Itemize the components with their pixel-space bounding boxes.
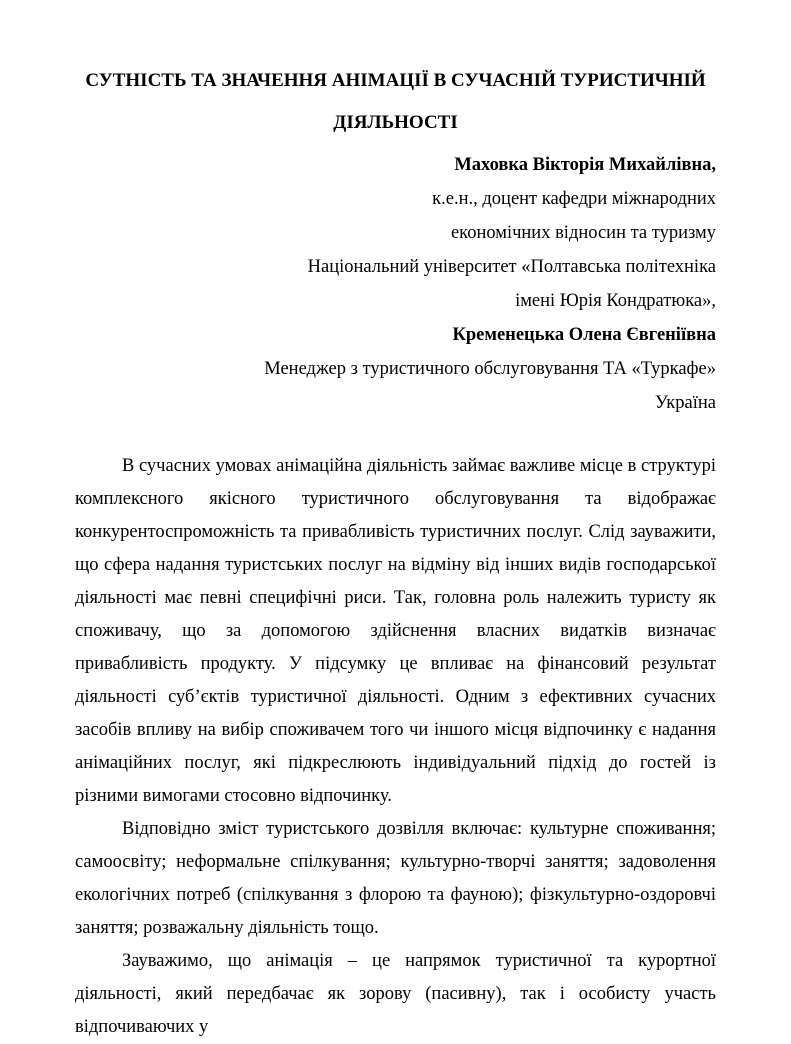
paragraph-1: В сучасних умовах анімаційна діяльність займає важливе місце в структурі комплексного якісного туристичного обслуговування та відображає конкурентоспроможність та привабливість туристичних послуг. Слід зауважити, що сфера надання туристських послуг на відміну від інших видів господарської діяльності має певні специфічні риси. Так, головна роль належить туристу як споживачу, що за допомогою здійснення власних видатків визначає привабливість продукту. У підсумку це впливає на фінансовий результат діяльності суб’єктів туристичної діяльності. Одним з ефективних сучасних засобів впливу на вибір споживачем того чи іншого місця відпочинку є надання анімаційних послуг, які підкреслюють індивідуальний підхід до гостей із різними вимогами стосовно відпочинку. [75, 456, 716, 806]
author-block [75, 148, 716, 420]
author-name: Маховка Вікторія Михайлівна, [454, 155, 716, 175]
author-country: Україна [654, 393, 716, 413]
author-university-2: імені Юрія Кондратюка», [515, 291, 716, 311]
paragraph-2: Відповідно зміст туристського дозвілля включає: культурне споживання; самоосвіту; неформальне спілкування; культурно-творчі заняття; задоволення екологічних потреб (спілкування з флорою та фауною); фізкультурно-оздоровчі заняття; розважальну діяльність тощо. [75, 819, 716, 938]
author-name-2: Кременецька Олена Євгеніївна [452, 325, 716, 345]
author-position: Менеджер з туристичного обслуговування ТА «Туркафе» [264, 359, 716, 379]
body-text [75, 450, 716, 1044]
author-department: економічних відносин та туризму [450, 223, 716, 243]
author-university: Національний університет «Полтавська політехніка [307, 257, 716, 277]
author-degree: к.е.н., доцент кафедри міжнародних [432, 189, 716, 209]
paper-title: СУТНІСТЬ ТА ЗНАЧЕННЯ АНІМАЦІЇ В СУЧАСНІЙ ТУРИСТИЧНІЙ ДІЯЛЬНОСТІ [85, 70, 706, 133]
paragraph-3: Зауважимо, що анімація – це напрямок туристичної та курортної діяльності, який передбачає як зорову (пасивну), так і особисту участь відпочиваючих у [75, 951, 716, 1037]
